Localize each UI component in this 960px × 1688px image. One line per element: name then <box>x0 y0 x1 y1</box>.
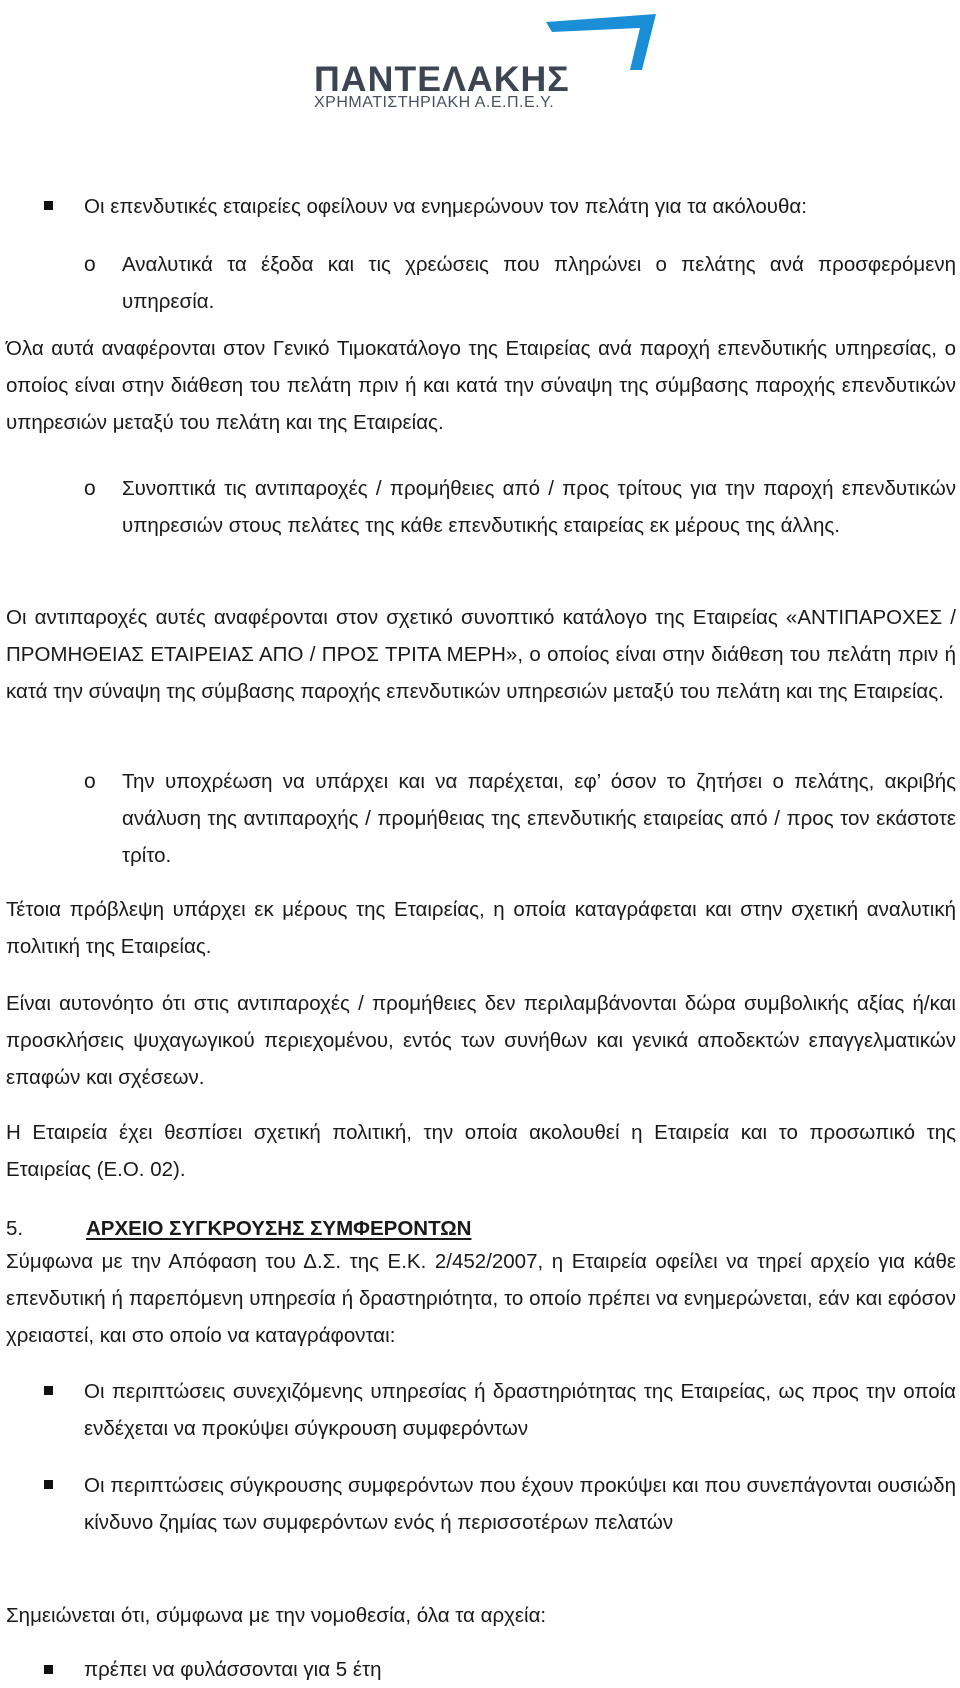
bullet-item: Οι περιπτώσεις σύγκρουσης συμφερόντων που έχουν προκύψει και που συνεπάγονται ουσιώδη κίνδυνο ζημίας των συμφερόντων ενός ή περισσοτέρων πελατών <box>84 1474 956 1534</box>
paragraph: Οι αντιπαροχές αυτές αναφέρονται στον σχετικό συνοπτικό κατάλογο της Εταιρείας «ΑΝΤΙΠΑΡΟΧΕΣ / ΠΡΟΜΗΘΕΙΑΣ ΕΤΑΙΡΕΙΑΣ ΑΠΟ / ΠΡΟΣ ΤΡΙΤΑ ΜΕΡΗ», ο οποίος είναι στην διάθεση του πελάτη πριν ή κατά την σύναψη της σύμβασης παροχής επενδυτικών υπηρεσιών μεταξύ του πελάτη και της Εταιρείας. <box>6 606 956 703</box>
paragraph: Σημειώνεται ότι, σύμφωνα με την νομοθεσία, όλα τα αρχεία: <box>6 1604 547 1627</box>
square-bullet-icon <box>44 201 53 210</box>
paragraph: Όλα αυτά αναφέρονται στον Γενικό Τιμοκατάλογο της Εταιρείας ανά παροχή επενδυτικής υπηρεσίας, ο οποίος είναι στην διάθεση του πελάτη πριν ή και κατά την σύναψη της σύμβασης παροχής επενδυτικών υπηρεσιών μεταξύ του πελάτη και της Εταιρείας. <box>6 337 956 434</box>
circle-bullet-icon: o <box>84 477 96 500</box>
circle-bullet-icon: o <box>84 253 96 276</box>
sub-item: Συνοπτικά τις αντιπαροχές / προμήθειες από / προς τρίτους για την παροχή επενδυτικών υπηρεσιών στους πελάτες της κάθε επενδυτικής εταιρείας εκ μέρους της άλλης. <box>122 477 956 537</box>
bullet-item: πρέπει να φυλάσσονται για 5 έτη <box>84 1658 382 1681</box>
sub-item: Αναλυτικά τα έξοδα και τις χρεώσεις που πληρώνει ο πελάτης ανά προσφερόμενη υπηρεσία. <box>122 253 956 313</box>
paragraph: Τέτοια πρόβλεψη υπάρχει εκ μέρους της Εταιρείας, η οποία καταγράφεται και στην σχετική αναλυτική πολιτική της Εταιρείας. <box>6 898 956 958</box>
paragraph: Σύμφωνα με την Απόφαση του Δ.Σ. της Ε.Κ. 2/452/2007, η Εταιρεία οφείλει να τηρεί αρχείο για κάθε επενδυτική ή παρεπόμενη υπηρεσία ή δραστηριότητα, το οποίο πρέπει να ενημερώνεται, εάν και εφόσον χρειαστεί, και στο οποίο να καταγράφονται: <box>6 1250 956 1347</box>
bullet-item: Οι περιπτώσεις συνεχιζόμενης υπηρεσίας ή δραστηριότητας της Εταιρείας, ως προς την οποία ενδέχεται να προκύψει σύγκρουση συμφερόντων <box>84 1380 956 1440</box>
sub-item: Την υποχρέωση να υπάρχει και να παρέχεται, εφ’ όσον το ζητήσει ο πελάτης, ακριβής ανάλυση της αντιπαροχής / προμήθειας της επενδυτικής εταιρείας από / προς τον εκάστοτε τρίτο. <box>122 770 956 867</box>
logo-title: ΠΑΝΤΕΛΑΚΗΣ <box>314 60 570 99</box>
paragraph: Είναι αυτονόητο ότι στις αντιπαροχές / προμήθειες δεν περιλαμβάνονται δώρα συμβολικής αξίας ή/και προσκλήσεις ψυχαγωγικού περιεχομένου, εντός των συνήθων και γενικά αποδεκτών επαγγελματικών επαφών και σχέσεων. <box>6 992 956 1089</box>
paragraph: Η Εταιρεία έχει θεσπίσει σχετική πολιτική, την οποία ακολουθεί η Εταιρεία και το προσωπικό της Εταιρείας (Ε.Ο. 02). <box>6 1121 956 1181</box>
circle-bullet-icon: o <box>84 770 96 793</box>
section-title: ΑΡΧΕΙΟ ΣΥΓΚΡΟΥΣΗΣ ΣΥΜΦΕΡΟΝΤΩΝ <box>86 1217 472 1240</box>
square-bullet-icon <box>44 1665 53 1674</box>
company-logo <box>310 8 650 111</box>
logo-subtitle: ΧΡΗΜΑΤΙΣΤΗΡΙΑΚΗ Α.Ε.Π.Ε.Υ. <box>314 94 555 111</box>
square-bullet-icon <box>44 1386 53 1395</box>
bullet-item: Οι επενδυτικές εταιρείες οφείλουν να ενημερώνουν τον πελάτη για τα ακόλουθα: <box>84 195 807 218</box>
square-bullet-icon <box>44 1480 53 1489</box>
section-number: 5. <box>6 1217 24 1240</box>
